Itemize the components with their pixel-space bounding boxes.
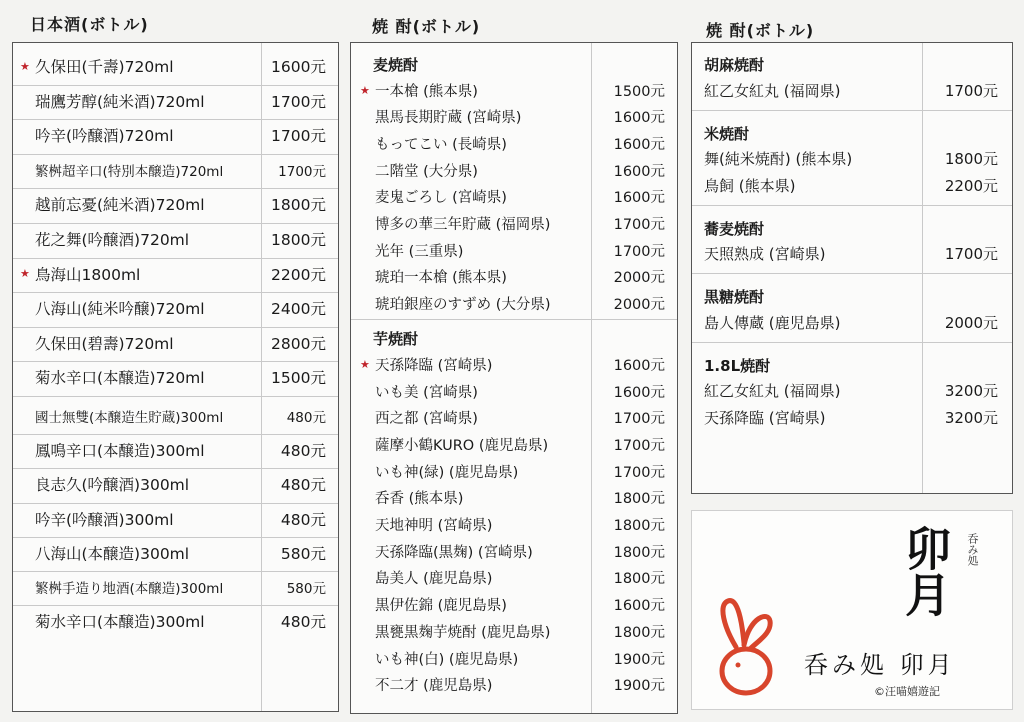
item-price: 1500元 [613,83,665,100]
divider [13,396,338,397]
item-name: 麦鬼ごろし (宮崎県) [375,190,507,207]
menu-item [13,574,338,600]
section-title: 芋焼酎 [373,330,419,349]
menu-item [351,211,677,237]
item-price: 1600元 [613,163,665,180]
item-name: 花之舞(吟醸酒)720ml [35,231,190,249]
menu-item [13,261,338,287]
item-name: 天孫降臨(黒麹) (宮崎県) [375,544,533,561]
item-price: 1800元 [613,518,665,534]
item-price: 1600元 [613,598,665,615]
item-price: 1800元 [613,571,665,588]
section-title: 麦焼酎 [373,56,419,74]
item-price: 1800元 [613,544,665,561]
item-price: 480元 [280,510,326,529]
menu-item [13,471,338,497]
menu-item [351,645,677,671]
item-name: 八海山(純米吟醸)720ml [35,300,205,319]
item-name: 不二才 (鹿児島県) [375,678,493,695]
item-name: 舞(純米焼酎) (熊本県) [704,150,853,168]
divider [692,205,1012,206]
section-title: 黒糖焼酎 [704,288,765,306]
divider [13,327,338,328]
item-name: 呑香 (熊本県) [375,491,464,508]
divider [13,188,338,189]
divider [13,292,338,293]
brand-horizontal: 呑み処 卯月 [804,651,956,679]
item-price: 1800元 [271,196,326,215]
menu-item [692,241,1012,267]
item-name: 天孫降臨 (宮崎県) [704,408,826,427]
menu-item [351,458,677,484]
shochu-column-title: 焼 酎(ボトル) [372,17,481,36]
item-name: 琥珀一本槍 (熊本県) [375,270,507,287]
divider [13,571,338,572]
shochu-list [350,42,678,714]
star-icon: ★ [360,357,370,371]
divider [692,342,1012,343]
section-title: 胡麻焼酎 [704,56,765,74]
menu-item [13,403,338,429]
item-price: 1700元 [613,411,665,428]
menu-item [13,437,338,463]
menu-item [13,608,338,634]
menu-item [692,378,1012,404]
item-price: 1600元 [613,110,665,127]
item-price: 1700元 [271,127,326,146]
menu-item [13,540,338,566]
divider [13,537,338,538]
item-price: 1500元 [271,369,326,388]
item-price: 2000元 [613,270,665,287]
menu-item [692,146,1012,172]
item-price: 1700元 [271,92,326,111]
divider [13,119,338,120]
menu-item [351,157,677,183]
item-name: 二階堂 (大分県) [375,163,478,180]
item-price: 580元 [280,544,326,563]
item-price: 1700元 [613,464,665,481]
menu-item [13,53,338,79]
menu-item [692,404,1012,430]
menu-item [351,291,677,317]
item-name: 吟辛(吟醸酒)300ml [35,510,174,529]
menu-item [351,351,677,377]
item-name: いも神(白) (鹿児島県) [375,651,519,668]
shochu-list-2 [691,42,1013,494]
menu-item [351,77,677,103]
menu-item [351,264,677,290]
item-name: 鳳鳴辛口(本醸造)300ml [35,442,205,461]
divider [13,434,338,435]
item-name: 久保田(千壽)720ml [35,58,174,76]
item-name: 菊水辛口(本醸造)720ml [35,369,205,388]
menu-item [13,191,338,217]
item-price: 2800元 [271,334,326,353]
menu-item [351,237,677,263]
item-price: 1800元 [613,491,665,508]
item-name: 八海山(本醸造)300ml [35,544,190,563]
item-price: 480元 [280,442,326,461]
item-name: 良志久(吟醸酒)300ml [35,476,190,495]
item-name: 久保田(碧壽)720ml [35,334,174,353]
menu-item [351,378,677,404]
divider [13,154,338,155]
item-name: いも神(緑) (鹿児島県) [375,464,519,481]
item-name: 菊水辛口(本醸造)300ml [35,613,205,632]
divider [13,361,338,362]
item-name: 島美人 (鹿児島県) [375,571,493,588]
menu-item [351,431,677,457]
menu-item [692,77,1012,103]
item-price: 1900元 [613,678,665,695]
menu-item [13,330,338,356]
item-name: 天照熟成 (宮崎県) [704,245,826,263]
sake-column-title: 日本酒(ボトル) [30,15,149,34]
item-name: 黒伊佐錦 (鹿児島県) [375,598,507,615]
item-name: 博多の華三年貯蔵 (福岡県) [375,217,551,233]
item-price: 480元 [280,613,326,632]
menu-item [351,618,677,644]
divider [13,503,338,504]
item-price: 1800元 [613,624,665,641]
item-price: 580元 [286,581,326,597]
menu-item [351,672,677,698]
item-price: 2000元 [613,297,665,314]
item-price: 1600元 [613,384,665,401]
section-title: 米焼酎 [704,124,750,143]
item-name: 鳥海山1800ml [35,265,141,284]
divider [13,605,338,606]
item-name: 繁桝超辛口(特別本醸造)720ml [35,163,224,180]
item-price: 2200元 [944,176,998,195]
item-price: 1600元 [271,58,326,76]
item-price: 480元 [280,476,326,495]
menu-item [351,485,677,511]
menu-item [351,405,677,431]
item-name: いも美 (宮崎県) [375,384,478,401]
star-icon: ★ [20,267,30,281]
divider [13,223,338,224]
sake-list [12,42,339,712]
item-name: 紅乙女紅丸 (福岡県) [704,382,841,400]
menu-item [13,295,338,321]
item-name: 國士無雙(本醸造生貯蔵)300ml [35,410,224,426]
item-price: 1600元 [613,357,665,374]
menu-item [351,104,677,130]
item-name: 一本槍 (熊本県) [375,83,478,100]
menu-item [692,309,1012,335]
brand-small: 呑み処 [966,533,979,566]
menu-item [13,88,338,114]
divider [692,273,1012,274]
credit: ©汪喵嬉遊記 [874,685,940,698]
item-price: 2000元 [944,313,998,332]
item-price: 1800元 [944,150,998,168]
item-price: 2400元 [271,300,326,319]
item-price: 3200元 [944,382,998,400]
menu-item [351,184,677,210]
item-name: 紅乙女紅丸 (福岡県) [704,81,841,100]
menu-item [13,226,338,252]
item-price: 3200元 [944,408,998,427]
item-price: 1700元 [613,217,665,233]
divider [351,319,677,320]
section-title: 蕎麦焼酎 [704,219,765,238]
item-price: 1900元 [613,651,665,668]
menu-item [692,172,1012,198]
item-name: 西之都 (宮崎県) [375,411,478,428]
menu-item [13,506,338,532]
item-price: 1600元 [613,136,665,153]
menu-item [13,122,338,148]
item-name: 天地神明 (宮崎県) [375,518,493,534]
item-name: 光年 (三重県) [375,243,464,260]
item-name: 黒馬長期貯蔵 (宮崎県) [375,110,522,127]
shochu-column-title-2: 焼 酎(ボトル) [706,21,815,40]
star-icon: ★ [20,59,30,73]
menu-item [351,565,677,591]
item-name: 瑞鷹芳醇(純米酒)720ml [35,92,205,111]
menu-item [351,538,677,564]
item-price: 1800元 [271,231,326,249]
brand-card [691,510,1013,710]
item-name: 越前忘憂(純米酒)720ml [35,196,205,215]
item-name: 吟辛(吟醸酒)720ml [35,127,174,146]
item-price: 1700元 [613,437,665,454]
item-name: 琥珀銀座のすずめ (大分県) [375,297,551,314]
item-price: 1700元 [944,245,998,263]
brand-vertical: 卯月 [898,525,952,617]
item-price: 1700元 [278,163,326,180]
item-name: 薩摩小鶴KURO (鹿児島県) [375,437,549,454]
item-name: 黒甕黒麹芋焼酎 (鹿児島県) [375,624,551,641]
menu-item [13,157,338,183]
divider [13,85,338,86]
item-price: 1700元 [613,243,665,260]
menu-item [13,364,338,390]
item-price: 1700元 [944,81,998,100]
item-name: 島人傳蔵 (鹿児島県) [704,313,841,332]
rabbit-logo [706,597,786,697]
item-price: 480元 [286,410,326,426]
menu-item [351,592,677,618]
divider [692,110,1012,111]
divider [13,468,338,469]
section-title: 1.8L焼酎 [704,356,771,375]
menu-item [351,512,677,538]
menu-item [351,130,677,156]
item-name: もってこい (長崎県) [375,136,507,153]
item-price: 1600元 [613,190,665,207]
star-icon: ★ [360,83,370,97]
item-price: 2200元 [271,265,326,284]
item-name: 鳥飼 (熊本県) [704,176,796,195]
item-name: 天孫降臨 (宮崎県) [375,357,493,374]
divider [13,258,338,259]
item-name: 繁桝手造り地酒(本醸造)300ml [35,581,224,597]
